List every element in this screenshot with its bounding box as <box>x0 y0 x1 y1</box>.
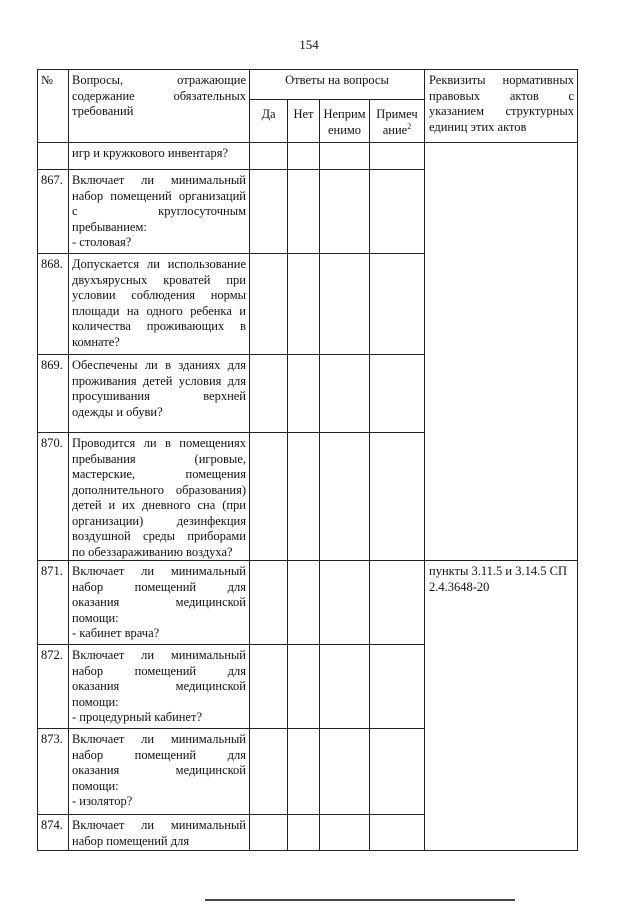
question-cell <box>69 355 250 433</box>
answer-na-cell <box>320 170 370 254</box>
answer-yes-cell <box>250 645 288 729</box>
header-requisites-line: единиц этих актов <box>429 119 527 134</box>
answer-note-cell <box>370 143 425 170</box>
requisites-cell <box>425 143 578 561</box>
answer-yes-cell <box>250 170 288 254</box>
question-line: Проводится ли в помещениях <box>72 436 246 450</box>
question-line: набор помещений для <box>72 579 246 594</box>
question-line: оказания медицинской <box>72 679 246 693</box>
row-number: 871. <box>38 561 69 645</box>
header-no: Нет <box>288 100 320 143</box>
question-line: - столовая? <box>72 235 132 249</box>
answer-na-cell <box>320 254 370 355</box>
answer-note-cell <box>370 645 425 729</box>
answer-no-cell <box>288 170 320 254</box>
header-question-line: содержание обязательных <box>72 88 246 103</box>
answer-note-cell <box>370 729 425 815</box>
answer-na-cell <box>320 433 370 561</box>
header-requisites-line: Реквизиты нормативных <box>429 73 574 87</box>
row-number: 873. <box>38 729 69 815</box>
question-line: площади на одного ребенка и <box>72 303 246 318</box>
page-number: 154 <box>299 37 319 52</box>
question-line: одежды и обуви? <box>72 404 163 419</box>
question-line: условии соблюдения нормы <box>72 288 246 302</box>
answer-note-cell <box>370 561 425 645</box>
question-line: мастерские, помещения <box>72 467 246 481</box>
question-line: - изолятор? <box>72 794 133 808</box>
header-requisites-line: правовых актов с <box>429 88 574 103</box>
question-cell <box>69 815 250 851</box>
answer-yes-cell <box>250 355 288 433</box>
question-line: помощи: <box>72 610 119 625</box>
answer-yes-cell <box>250 254 288 355</box>
header-note-line: ание <box>382 123 408 137</box>
answer-no-cell <box>288 433 320 561</box>
question-cell <box>69 645 250 729</box>
question-cell <box>69 729 250 815</box>
question-line: набор помещений для <box>72 663 246 678</box>
checklist-table <box>37 69 578 851</box>
question-line: набор помещений для <box>72 747 246 762</box>
question-line: комнате? <box>72 334 120 349</box>
answer-na-cell <box>320 729 370 815</box>
header-na-line: Неприм <box>323 107 366 121</box>
header-note-line: Примеч <box>376 107 418 121</box>
row-number: 868. <box>38 254 69 355</box>
header-requisites-line: указанием структурных <box>429 104 574 118</box>
answer-na-cell <box>320 561 370 645</box>
row-number: 874. <box>38 815 69 851</box>
header-requisites <box>425 70 578 143</box>
answer-yes-cell <box>250 433 288 561</box>
answer-note-cell <box>370 254 425 355</box>
footnote-marker: 2 <box>407 121 412 131</box>
question-cell <box>69 143 250 170</box>
row-number: 869. <box>38 355 69 433</box>
header-note <box>370 100 425 143</box>
question-line: Включает ли минимальный <box>72 818 246 832</box>
question-cell <box>69 254 250 355</box>
question-line: просушивания верхней <box>72 389 246 403</box>
answer-no-cell <box>288 729 320 815</box>
question-line: количества проживающих в <box>72 319 246 333</box>
header-yes: Да <box>250 100 288 143</box>
answer-no-cell <box>288 561 320 645</box>
question-line: проживания детей условия для <box>72 373 246 388</box>
table-row <box>38 561 578 645</box>
question-line: Обеспечены ли в зданиях для <box>72 358 246 372</box>
question-line: двухъярусных кроватей при <box>72 272 246 287</box>
question-line: Включает ли минимальный <box>72 732 246 746</box>
table-row <box>38 143 578 170</box>
answer-na-cell <box>320 143 370 170</box>
answer-note-cell <box>370 815 425 851</box>
answer-na-cell <box>320 815 370 851</box>
header-question-line: Вопросы, отражающие <box>72 73 246 87</box>
question-line: организации) дезинфекция <box>72 513 246 528</box>
question-line: игр и кружкового инвентаря? <box>72 146 228 160</box>
question-line: Включает ли минимальный <box>72 564 246 578</box>
question-line: помощи: <box>72 694 119 709</box>
header-question <box>69 70 250 143</box>
question-line: оказания медицинской <box>72 763 246 777</box>
header-row-top <box>38 70 578 100</box>
answer-yes-cell <box>250 729 288 815</box>
header-question-line: требований <box>72 104 134 118</box>
header-answers: Ответы на вопросы <box>250 70 425 100</box>
question-line: пребыванием: <box>72 219 147 234</box>
question-cell <box>69 561 250 645</box>
question-line: помощи: <box>72 778 119 793</box>
question-line: набор помещений для <box>72 833 190 848</box>
question-line: - кабинет врача? <box>72 626 160 640</box>
answer-note-cell <box>370 355 425 433</box>
question-line: - процедурный кабинет? <box>72 710 203 724</box>
requisites-cell: пункты 3.11.5 и 3.14.5 СП 2.4.3648-20 <box>425 561 578 851</box>
header-na-line: енимо <box>327 123 362 137</box>
table-body <box>38 143 578 851</box>
question-cell <box>69 170 250 254</box>
question-line: Включает ли минимальный <box>72 648 246 662</box>
row-number <box>38 143 69 170</box>
answer-no-cell <box>288 143 320 170</box>
question-line: Допускается ли использование <box>72 257 246 271</box>
answer-yes-cell <box>250 143 288 170</box>
answer-yes-cell <box>250 561 288 645</box>
row-number: 867. <box>38 170 69 254</box>
answer-na-cell <box>320 645 370 729</box>
answer-no-cell <box>288 254 320 355</box>
question-line: оказания медицинской <box>72 595 246 609</box>
question-cell <box>69 433 250 561</box>
question-line: воздушной среды приборами <box>72 529 246 543</box>
question-line: набор помещений организаций <box>72 188 246 203</box>
question-line: дополнительного образования) <box>72 482 246 497</box>
answer-no-cell <box>288 355 320 433</box>
answer-no-cell <box>288 815 320 851</box>
header-not-applicable <box>320 100 370 143</box>
question-line: пребывания (игровые, <box>72 451 246 466</box>
question-line: по обеззараживанию воздуха? <box>72 544 233 559</box>
answer-no-cell <box>288 645 320 729</box>
question-line: с круглосуточным <box>72 204 246 218</box>
question-line: Включает ли минимальный <box>72 173 246 187</box>
answer-note-cell <box>370 433 425 561</box>
row-number: 870. <box>38 433 69 561</box>
answer-yes-cell <box>250 815 288 851</box>
header-num: № <box>38 70 69 143</box>
question-line: детей и их дневного сна (при <box>72 498 246 512</box>
answer-note-cell <box>370 170 425 254</box>
row-number: 872. <box>38 645 69 729</box>
answer-na-cell <box>320 355 370 433</box>
scan-edge-line <box>205 899 515 901</box>
